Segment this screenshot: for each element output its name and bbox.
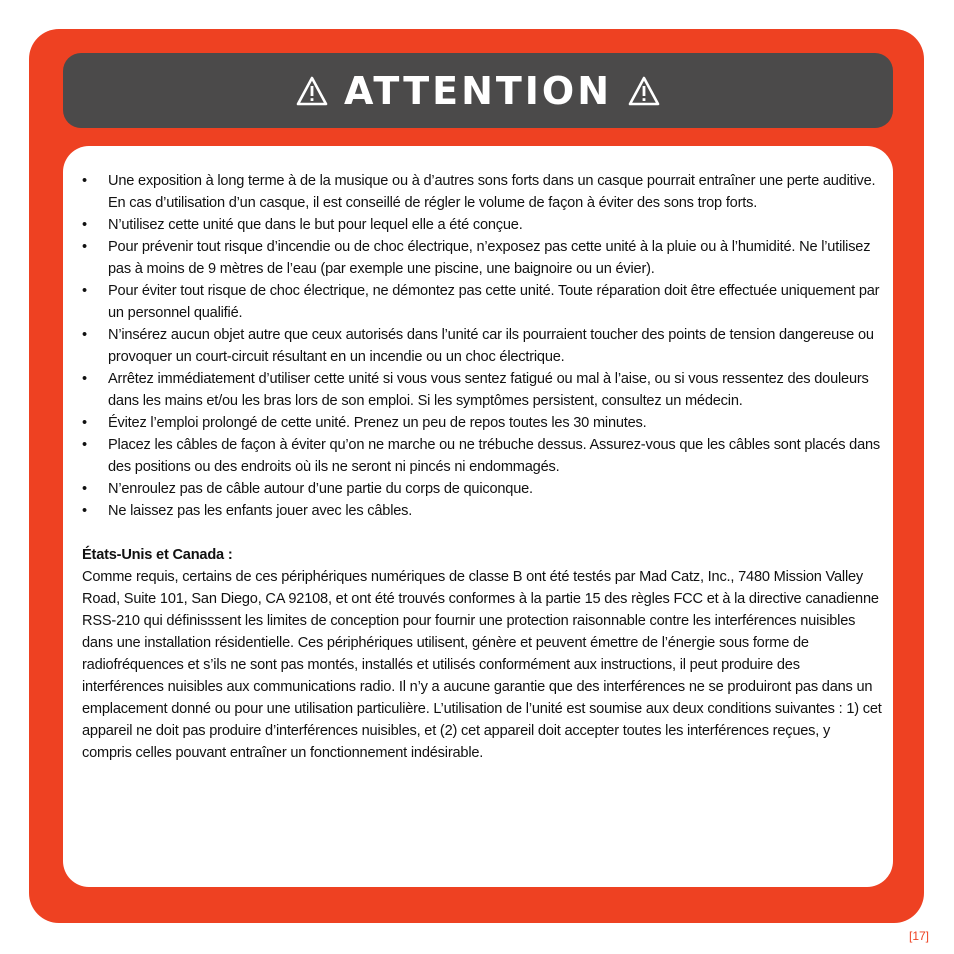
bullet-glyph: • [82, 217, 87, 233]
warning-list [82, 170, 882, 522]
list-item [82, 324, 882, 368]
list-item [82, 478, 882, 500]
list-item-text: Une exposition à long terme à de la musique ou à d’autres sons forts dans un casque pourrait entraîner une perte auditive. En cas d’utilisation d’un casque, il est conseillé de régler le volume de façon à éviter des sons trop forts. [108, 173, 876, 211]
warning-triangle-icon [628, 76, 660, 106]
page-title: ATTENTION [343, 68, 613, 113]
list-item-text: N’utilisez cette unité que dans le but pour lequel elle a été conçue. [108, 217, 523, 233]
list-item-text: Ne laissez pas les enfants jouer avec les câbles. [108, 503, 413, 519]
list-item-text: Pour prévenir tout risque d’incendie ou de choc électrique, n’exposez pas cette unité à la pluie ou à l’humidité. Ne l’utilisez pas à moins de 9 mètres de l’eau (par exemple une piscine, une baignoire ou un évier). [108, 239, 871, 277]
bullet-glyph: • [82, 239, 87, 255]
list-item [82, 236, 882, 280]
bullet-glyph: • [82, 173, 87, 189]
list-item-text: Pour éviter tout risque de choc électrique, ne démontez pas cette unité. Toute réparation doit être effectuée uniquement par un personnel qualifié. [108, 283, 880, 321]
section-heading: États-Unis et Canada : [82, 547, 233, 563]
bullet-glyph: • [82, 503, 87, 519]
list-item [82, 280, 882, 324]
bullet-glyph: • [82, 415, 87, 431]
bullet-glyph: • [82, 283, 87, 299]
list-item [82, 170, 882, 214]
list-item [82, 434, 882, 478]
page-number: [17] [908, 929, 929, 943]
list-item-text: Placez les câbles de façon à éviter qu’on ne marche ou ne trébuche dessus. Assurez-vous que les câbles sont placés dans des positions ou des endroits où ils ne seront ni pincés ni endommagés. [108, 437, 881, 475]
list-item [82, 500, 882, 522]
bullet-glyph: • [82, 437, 87, 453]
list-item-text: N’insérez aucun objet autre que ceux autorisés dans l’unité car ils pourraient toucher des points de tension dangereuse ou provoquer un court-circuit résultant en un incendie ou un choc électrique. [108, 327, 874, 365]
attention-header [63, 53, 893, 128]
regulatory-section [82, 544, 882, 764]
bullet-glyph: • [82, 481, 87, 497]
bullet-glyph: • [82, 371, 87, 387]
list-item-text: Évitez l’emploi prolongé de cette unité. Prenez un peu de repos toutes les 30 minutes. [108, 415, 647, 431]
section-body: Comme requis, certains de ces périphériques numériques de classe B ont été testés par Mad Catz, Inc., 7480 Mission Valley Road, Suite 101, San Diego, CA 92108, et ont été trouvés conformes à la partie 15 des règles FCC et à la directive canadienne RSS-210 qui définisssent les limites de conception pour fournir une protection raisonnable contre les interférences nuisibles dans une installation résidentielle. Ces périphériques utilisent, génère et peuvent émettre de l’énergie sous forme de radiofréquences et s’ils ne sont pas montés, installés et utilisés conformément aux instructions, il peut produire des interférences nuisibles aux communications radio. Il n’y a aucune garantie que des interférences ne se produiront pas dans un emplacement donné ou pour une utilisation particulière. L’utilisation de l’unité est soumise aux deux conditions suivantes : 1) cet appareil ne doit pas produire d’interférences nuisibles, et (2) cet appareil doit accepter toutes les interférences reçues, y compris celles pouvant entraîner un fonctionnement indésirable. [82, 569, 882, 761]
bullet-glyph: • [82, 327, 87, 343]
list-item-text: Arrêtez immédiatement d’utiliser cette unité si vous vous sentez fatigué ou mal à l’aise, ou si vous ressentez des douleurs dans les mains et/ou les bras lors de son emploi. Si les symptômes persistent, consultez un médecin. [108, 371, 869, 409]
content-body [82, 170, 882, 764]
list-item [82, 412, 882, 434]
list-item-text: N’enroulez pas de câble autour d’une partie du corps de quiconque. [108, 481, 533, 497]
list-item [82, 214, 882, 236]
list-item [82, 368, 882, 412]
warning-triangle-icon [296, 76, 328, 106]
